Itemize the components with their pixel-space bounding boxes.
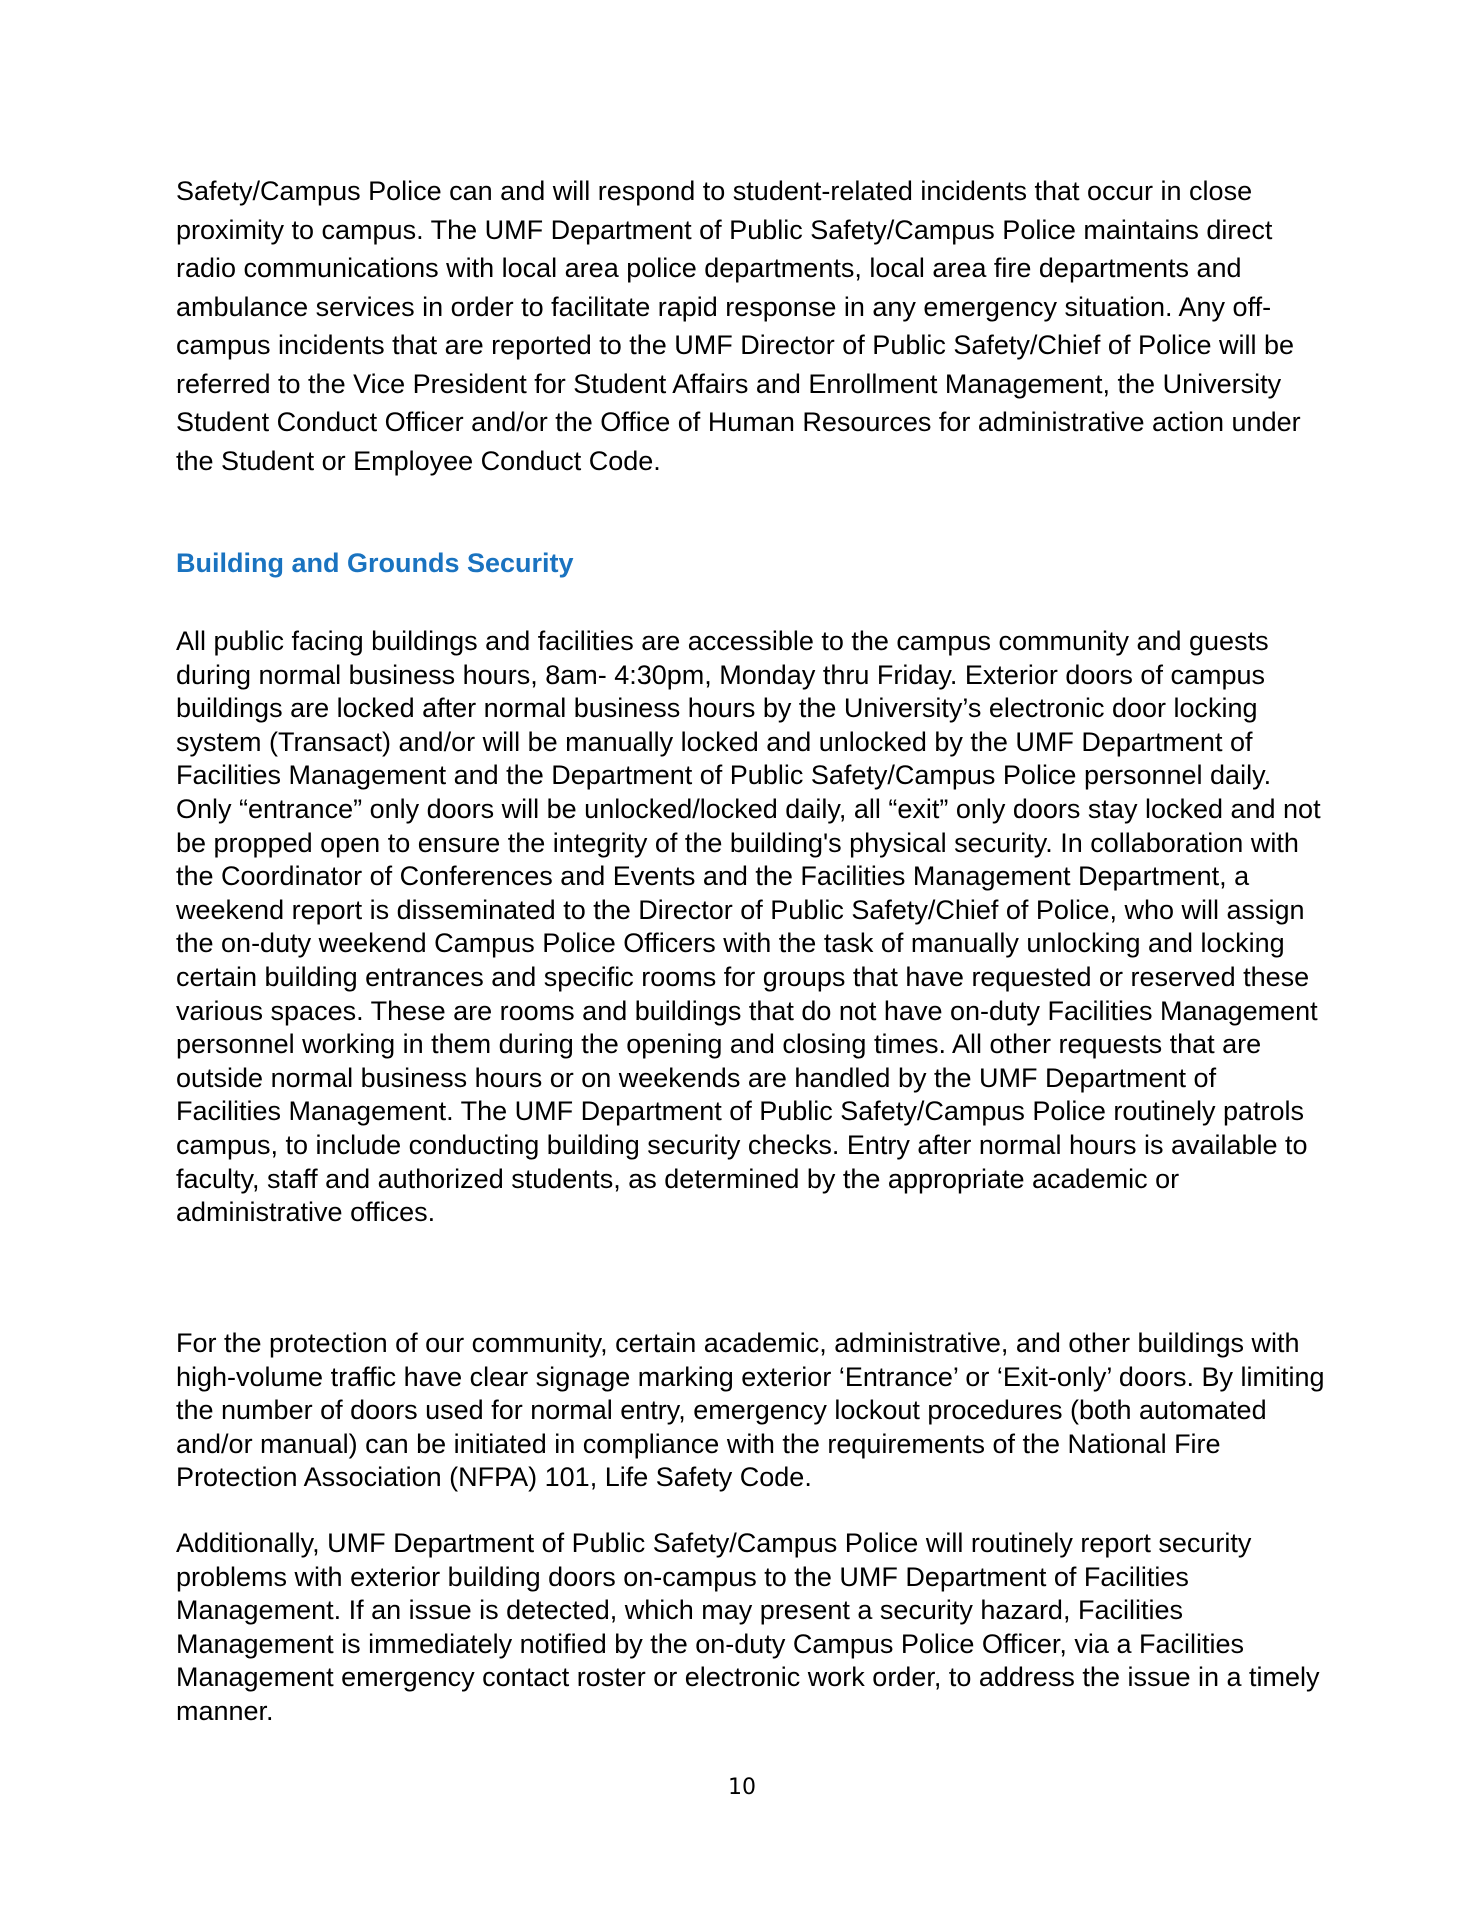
section-heading: Building and Grounds Security <box>176 548 574 578</box>
intro-paragraph: Safety/Campus Police can and will respond to student-related incidents that occur in close proximity to campus. The UMF Department of Public Safety/Campus Police maintains direct radio communications with local area police departments, local area fire departments and ambulance services in order to facilitate rapid response in any emergency situation. Any off-campus incidents that are reported to the UMF Director of Public Safety/Chief of Police will be referred to the Vice President for Student Affairs and Enrollment Management, the University Student Conduct Officer and/or the Office of Human Resources for administrative action under the Student or Employee Conduct Code. <box>176 176 1301 476</box>
body-paragraph-reporting: Additionally, UMF Department of Public Safety/Campus Police will routinely report security problems with exterior building doors on-campus to the UMF Department of Facilities Management. If an issue is detected, which may present a security hazard, Facilities Management is immediately notified by the on-duty Campus Police Officer, via a Facilities Management emergency contact roster or electronic work order, to address the issue in a timely manner. <box>176 1528 1320 1726</box>
body-paragraph-signage: For the protection of our community, certain academic, administrative, and other buildings with high-volume traffic have clear signage marking exterior ‘Entrance’ or ‘Exit-only’ doors. By limiting the number of doors used for normal entry, emergency lockout procedures (both automated and/or manual) can be initiated in compliance with the requirements of the National Fire Protection Association (NFPA) 101, Life Safety Code. <box>176 1328 1325 1493</box>
body-paragraph-access-hours: All public facing buildings and facilities are accessible to the campus community and guests during normal business hours, 8am- 4:30pm, Monday thru Friday. Exterior doors of campus buildings are locked after normal business hours by the University’s electronic door locking system (Transact) and/or will be manually locked and unlocked by the UMF Department of Facilities Management and the Department of Public Safety/Campus Police personnel daily. Only “entrance” only doors will be unlocked/locked daily, all “exit” only doors stay locked and not be propped open to ensure the integrity of the building's physical security. In collaboration with the Coordinator of Conferences and Events and the Facilities Management Department, a weekend report is disseminated to the Director of Public Safety/Chief of Police, who will assign the on-duty weekend Campus Police Officers with the task of manually unlocking and locking certain building entrances and specific rooms for groups that have requested or reserved these various spaces. These are rooms and buildings that do not have on-duty Facilities Management personnel working in them during the opening and closing times. All other requests that are outside normal business hours or on weekends are handled by the UMF Department of Facilities Management. The UMF Department of Public Safety/Campus Police routinely patrols campus, to include conducting building security checks. Entry after normal hours is available to faculty, staff and authorized students, as determined by the appropriate academic or administrative offices. <box>176 626 1321 1228</box>
page-number: 10 <box>728 1775 756 1800</box>
